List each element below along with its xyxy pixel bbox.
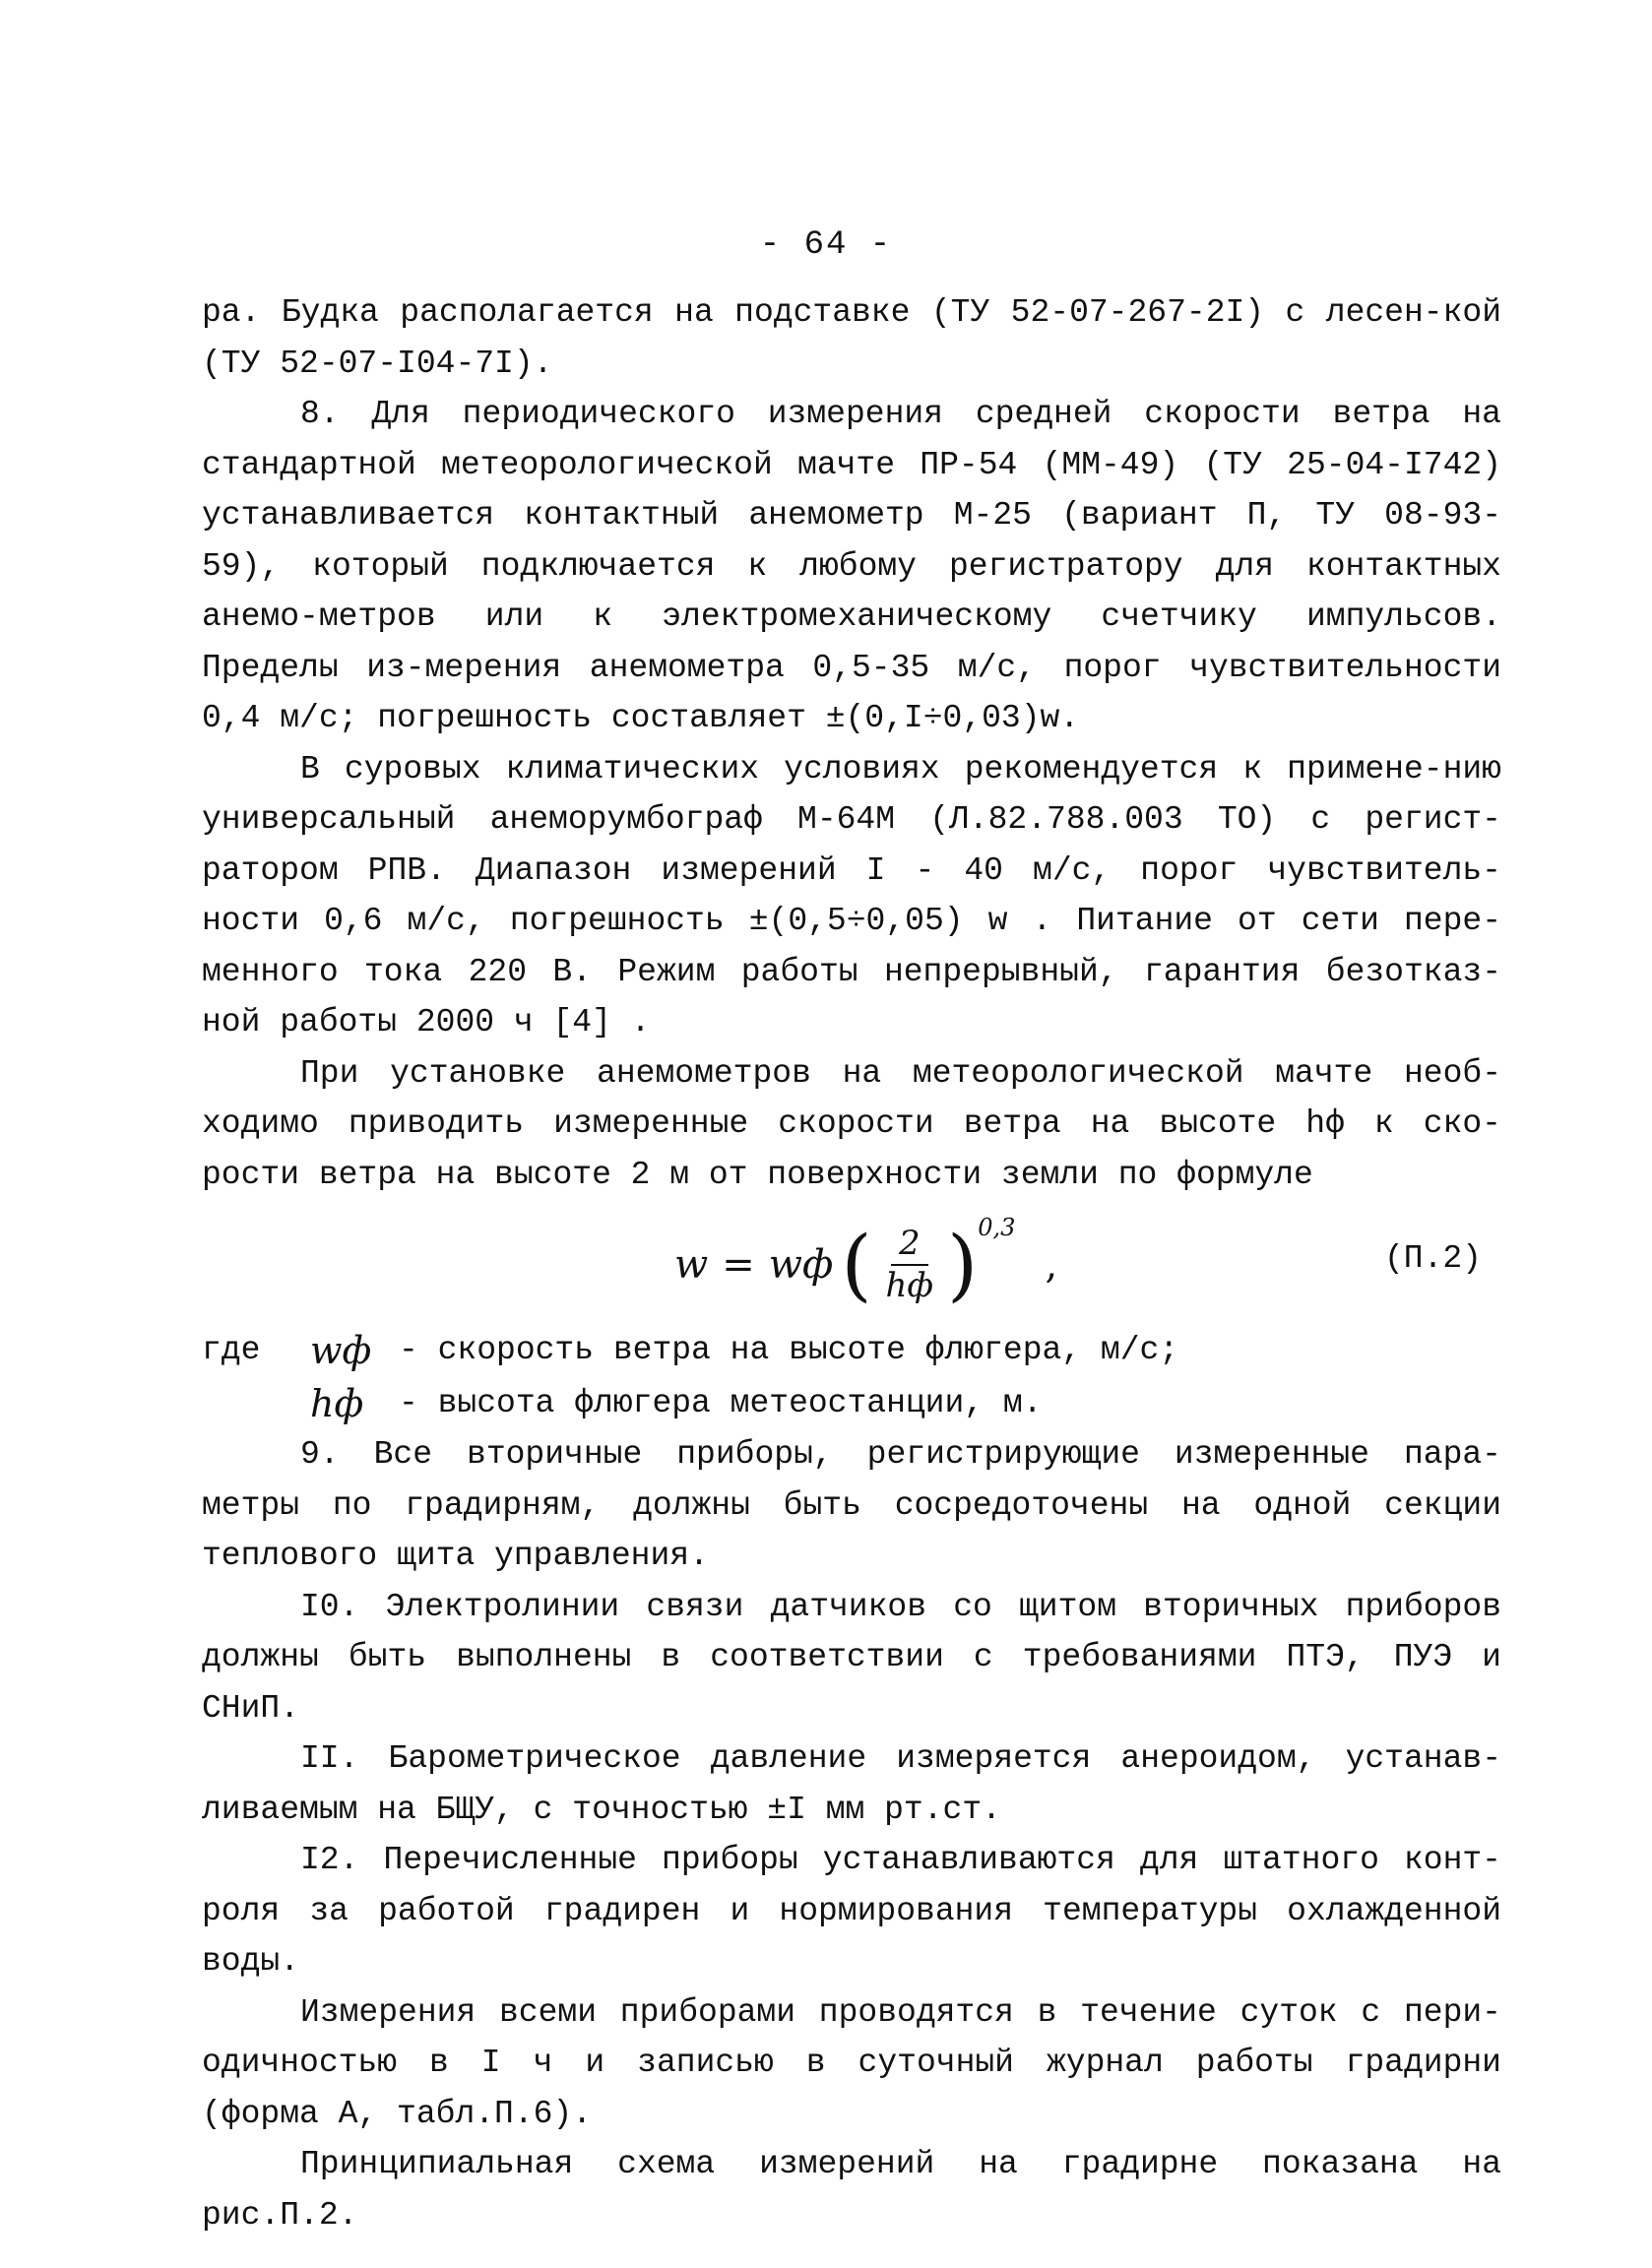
formula-numerator: 2 (891, 1226, 928, 1266)
formula-exponent: 0,3 (978, 1214, 1016, 1241)
legend-label: где (202, 1332, 261, 1368)
formula-fraction (878, 1223, 942, 1305)
paragraph-item-9: 9. Все вторичные приборы, регистрирующие измеренные пара-метры по градирням, должны быть сосредоточены на одной секции теплового щита управления. (202, 1436, 1501, 1574)
formula-equals: = (722, 1242, 755, 1288)
formula-right-paren: ) (947, 1219, 979, 1310)
paragraph-anemometer-installation: При установке анемометров на метеорологической мачте необ-ходимо приводить измеренные скорости ветра на высоте hф к ско-рости ветра на высоте 2 м от поверхности земли по формуле (202, 1054, 1501, 1193)
formula-wf: wф (768, 1242, 834, 1288)
page-number: - 64 - (759, 226, 893, 264)
legend-desc-hf: - высота флюгера метеостанции, м. (399, 1385, 1043, 1421)
formula-lhs: w (674, 1242, 709, 1288)
paragraph-item-11: II. Барометрическое давление измеряется анероидом, устанав-ливаемым на БЩУ, с точностью ±I мм рт.ст. (202, 1740, 1501, 1828)
paragraph-item-8: 8. Для периодического измерения средней скорости ветра на стандартной метеорологической мачте ПР-54 (ММ-49) (ТУ 25-04-I742) устанавливается контактный анемометр М-25 (вариант П, ТУ 08-93-59), который подключается к любому регистратору для контактных анемо-метров или к электромеханическому счетчику импульсов. Пределы из-мерения анемометра 0,5-35 м/с, порог чувствительности 0,4 м/с; погрешность составляет ±(0,I÷0,03)w. (202, 396, 1501, 736)
text-block-bottom (202, 1429, 1501, 2240)
legend-desc-wf: - скорость ветра на высоте флюгера, м/с; (399, 1332, 1179, 1368)
formula-expression (674, 1211, 1057, 1319)
legend-row-wf (202, 1324, 1501, 1377)
paragraph-harsh-climate: В суровых климатических условиях рекомендуется к примене-нию универсальный анеморумбограф М-64М (Л.82.788.003 ТО) с регист-ратором РПВ. Диапазон измерений I - 40 м/с, порог чувствитель-ности 0,6 м/с, погрешность ±(0,5÷0,05) w . Питание от сети пере-менного тока 220 В. Режим работы непрерывный, гарантия безотказ-ной работы 2000 ч [4] . (202, 750, 1501, 1040)
legend-symbol-wf: wф (310, 1329, 372, 1372)
formula-denominator: hф (885, 1266, 934, 1305)
legend-row-hf (202, 1377, 1501, 1430)
formula-comma: , (1045, 1242, 1058, 1288)
paragraph-item-12: I2. Перечисленные приборы устанавливаются для штатного конт-роля за работой градирен и нормирования температуры охлажденной воды. (202, 1842, 1501, 1980)
paragraph-item-10: I0. Электролинии связи датчиков со щитом вторичных приборов должны быть выполнены в соответствии с требованиями ПТЭ, ПУЭ и СНиП. (202, 1588, 1501, 1727)
paragraph-schema: Принципиальная схема измерений на градирне показана на рис.П.2. (202, 2146, 1501, 2234)
formula-p2 (202, 1211, 1501, 1319)
formula-legend (202, 1324, 1501, 1430)
paragraph-measurements: Измерения всеми приборами проводятся в течение суток с пери-одичностью в I ч и записью в суточный журнал работы градирни (форма А, табл.П.6). (202, 1993, 1501, 2132)
paragraph-continuation: ра. Будка располагается на подставке (ТУ 52-07-267-2I) с лесен-кой (ТУ 52-07-I04-7I). (202, 294, 1501, 382)
formula-number: (П.2) (1383, 1240, 1482, 1277)
formula-left-paren: ( (841, 1219, 872, 1310)
text-block-top (202, 287, 1501, 1200)
legend-symbol-hf: hф (310, 1382, 364, 1425)
